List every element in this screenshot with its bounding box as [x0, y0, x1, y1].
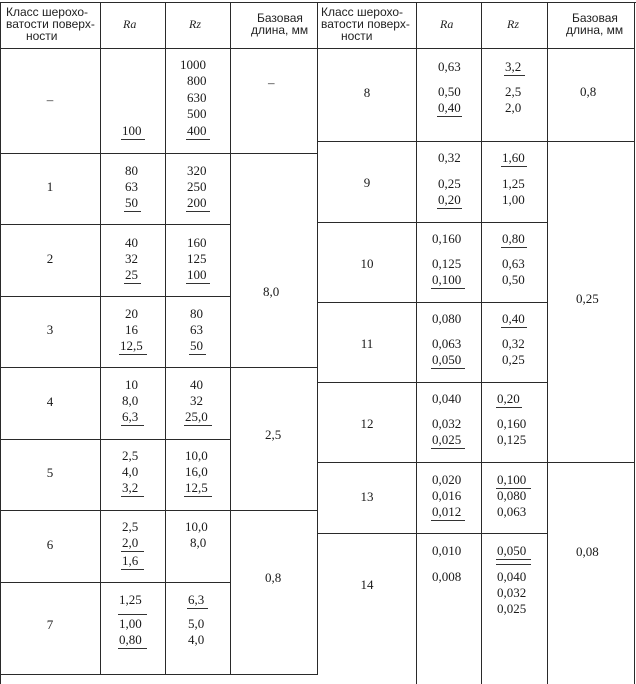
left-header-class: Класс шерохо- ватости поверх- ности: [6, 5, 95, 43]
underline: [501, 166, 527, 167]
class-cell: 10: [360, 256, 374, 271]
ra-value: 10: [125, 377, 138, 392]
left-col-sep-3: [230, 2, 231, 674]
rz-value: 4,0: [188, 632, 205, 647]
base-length-value: 0,8: [265, 570, 282, 585]
ra-value: 80: [125, 163, 138, 178]
ra-value: 40: [125, 235, 138, 250]
left-header-rz: Rz: [189, 17, 201, 31]
right-row-sep: [318, 382, 547, 383]
underline: [119, 354, 147, 355]
rz-value: 400: [187, 123, 207, 138]
rz-value: 200: [187, 195, 207, 210]
base-length-value: 8,0: [263, 284, 280, 299]
left-col-sep-2: [165, 2, 166, 674]
ra-value: 0,160: [432, 231, 462, 246]
right-col-sep-2: [481, 2, 482, 684]
left-base-sep: [230, 153, 317, 154]
right-col-sep-1: [416, 2, 417, 684]
rz-value: 500: [187, 106, 207, 121]
class-cell: 6: [46, 537, 54, 552]
base-length-value: 0,08: [576, 544, 599, 559]
ra-value: 1,00: [119, 616, 142, 631]
underline: [431, 520, 465, 521]
underline: [431, 448, 465, 449]
rz-value: 0,100: [497, 472, 527, 487]
underline: [121, 139, 145, 140]
ra-value: 8,0: [122, 393, 139, 408]
underline: [121, 551, 144, 552]
rz-value: 6,3: [188, 592, 205, 607]
rz-value: 0,025: [497, 601, 527, 616]
ra-value: 0,025: [432, 432, 462, 447]
rz-value: 2,5: [505, 84, 522, 99]
right-header-class: Класс шерохо- ватости поверх- ности: [321, 5, 410, 43]
ra-value: 0,050: [432, 352, 462, 367]
ra-value: 0,32: [438, 150, 461, 165]
left-row-sep: [0, 582, 230, 583]
rz-value: 0,032: [497, 585, 527, 600]
rz-value: 0,50: [502, 272, 525, 287]
underline: [189, 354, 206, 355]
ra-value: 0,080: [432, 311, 462, 326]
ra-value: 0,125: [432, 256, 462, 271]
rz-value: 0,063: [497, 504, 527, 519]
ra-value: 0,40: [438, 100, 461, 115]
right-header-ra: Ra: [440, 17, 454, 31]
class-cell: 9: [363, 175, 371, 190]
ra-value: 0,63: [438, 59, 461, 74]
base-length-value: 2,5: [265, 427, 282, 442]
left-header-ra: Ra: [123, 17, 137, 31]
class-cell: –: [46, 92, 54, 107]
ra-value: 0,020: [432, 472, 462, 487]
left-base-sep: [230, 367, 317, 368]
ra-value: 0,100: [432, 272, 462, 287]
rz-value: 0,160: [497, 416, 527, 431]
rz-value: 16,0: [185, 464, 208, 479]
ra-value: 2,0: [122, 535, 139, 550]
class-cell: 12: [360, 416, 374, 431]
ra-value: 0,012: [432, 504, 462, 519]
rz-value: 800: [187, 73, 207, 88]
ra-value: 0,25: [438, 176, 461, 191]
underline: [501, 247, 527, 248]
class-cell: 14: [360, 577, 374, 592]
underline: [186, 211, 210, 212]
rz-value: 32: [190, 393, 203, 408]
underline: [118, 614, 147, 615]
ra-value: 1,25: [119, 592, 142, 607]
ra-value: 2,5: [122, 519, 139, 534]
ra-value: 12,5: [120, 338, 143, 353]
right-base-sep: [547, 462, 635, 463]
right-row-sep: [318, 141, 547, 142]
ra-value: 0,010: [432, 543, 462, 558]
rz-value: 100: [187, 267, 207, 282]
left-row-sep: [0, 296, 230, 297]
underline: [118, 648, 147, 649]
ra-value: 100: [122, 123, 142, 138]
rz-value: 12,5: [185, 480, 208, 495]
ra-value: 0,063: [432, 336, 462, 351]
underline: [437, 208, 462, 209]
rz-value: 1,60: [502, 150, 525, 165]
ra-value: 20: [125, 306, 138, 321]
right-row-sep: [318, 302, 547, 303]
ra-value: 1,6: [122, 553, 139, 568]
rz-value: 50: [190, 338, 203, 353]
underline: [431, 368, 465, 369]
ra-value: 3,2: [122, 480, 139, 495]
class-cell: 11: [360, 336, 374, 351]
rz-value: 40: [190, 377, 203, 392]
ra-value: 0,040: [432, 391, 462, 406]
rz-value: 8,0: [190, 535, 207, 550]
base-length-value: 0,8: [580, 84, 597, 99]
rz-value: 63: [190, 322, 203, 337]
right-header-divider: [318, 48, 635, 49]
left-row-sep: [0, 224, 230, 225]
right-row-sep: [318, 222, 547, 223]
ra-value: 25: [125, 267, 138, 282]
ra-value: 50: [125, 195, 138, 210]
rz-value: 10,0: [185, 519, 208, 534]
rz-value: 10,0: [185, 448, 208, 463]
rz-value: 0,125: [497, 432, 527, 447]
underline: [124, 211, 141, 212]
rz-value: 0,25: [502, 352, 525, 367]
rz-value: 2,0: [505, 100, 522, 115]
ra-value: 16: [125, 322, 138, 337]
underline: [501, 327, 527, 328]
class-cell: 4: [46, 394, 54, 409]
underline: [437, 116, 462, 117]
ra-value: 32: [125, 251, 138, 266]
underline: [186, 283, 210, 284]
base-length-value: –: [268, 75, 275, 90]
rz-value: 1,00: [502, 192, 525, 207]
rz-value: 125: [187, 251, 207, 266]
underline: [504, 75, 525, 76]
right-header-base-length: Базовая длина, мм: [566, 11, 624, 37]
rz-value: 1,25: [502, 176, 525, 191]
left-row-sep: [0, 439, 230, 440]
class-cell: 13: [360, 489, 374, 504]
rz-value: 0,80: [502, 231, 525, 246]
ra-value: 2,5: [122, 448, 139, 463]
rz-value: 160: [187, 235, 207, 250]
rz-value: 0,20: [497, 391, 520, 406]
rz-value: 250: [187, 179, 207, 194]
left-header-divider: [0, 48, 318, 49]
left-header-base-length: Базовая длина, мм: [251, 11, 309, 37]
rz-value: 1000: [180, 57, 206, 72]
underline: [431, 288, 465, 289]
class-cell: 3: [46, 322, 54, 337]
table-right-border: [634, 2, 635, 684]
left-row-sep: [0, 153, 230, 154]
underline: [496, 407, 522, 408]
rz-value: 0,32: [502, 336, 525, 351]
rz-value: 80: [190, 306, 203, 321]
center-divider: [317, 2, 318, 674]
class-cell: 2: [46, 251, 54, 266]
underline: [496, 564, 531, 565]
ra-value: 0,20: [438, 192, 461, 207]
underline: [121, 569, 144, 570]
rz-value: 0,050: [497, 543, 527, 558]
ra-value: 0,50: [438, 84, 461, 99]
right-row-sep: [318, 462, 547, 463]
ra-value: 63: [125, 179, 138, 194]
ra-value: 0,008: [432, 569, 462, 584]
class-cell: 1: [46, 179, 54, 194]
table-bottom-border: [0, 674, 318, 675]
rz-value: 630: [187, 90, 207, 105]
ra-value: 6,3: [122, 409, 139, 424]
rz-value: 3,2: [505, 59, 522, 74]
left-base-sep: [230, 510, 317, 511]
rz-value: 0,080: [497, 488, 527, 503]
ra-value: 0,016: [432, 488, 462, 503]
underline: [184, 496, 212, 497]
rz-value: 0,63: [502, 256, 525, 271]
left-row-sep: [0, 367, 230, 368]
rz-value: 320: [187, 163, 207, 178]
right-header-rz: Rz: [507, 17, 519, 31]
right-base-sep: [547, 141, 635, 142]
underline: [496, 559, 531, 560]
ra-value: 0,80: [119, 632, 142, 647]
table-top-border: [0, 2, 636, 3]
rz-value: 25,0: [185, 409, 208, 424]
left-col-sep-1: [100, 2, 101, 674]
right-row-sep: [318, 533, 547, 534]
underline: [121, 496, 144, 497]
underline: [121, 425, 144, 426]
underline: [124, 283, 141, 284]
right-col-sep-3: [547, 2, 548, 684]
ra-value: 0,032: [432, 416, 462, 431]
rz-value: 5,0: [188, 616, 205, 631]
rz-value: 0,40: [502, 311, 525, 326]
class-cell: 7: [46, 617, 54, 632]
underline: [187, 608, 208, 609]
class-cell: 5: [46, 465, 54, 480]
ra-value: 4,0: [122, 464, 139, 479]
underline: [184, 425, 212, 426]
underline: [186, 139, 210, 140]
class-cell: 8: [363, 85, 371, 100]
base-length-value: 0,25: [576, 291, 599, 306]
rz-value: 0,040: [497, 569, 527, 584]
left-row-sep: [0, 510, 230, 511]
